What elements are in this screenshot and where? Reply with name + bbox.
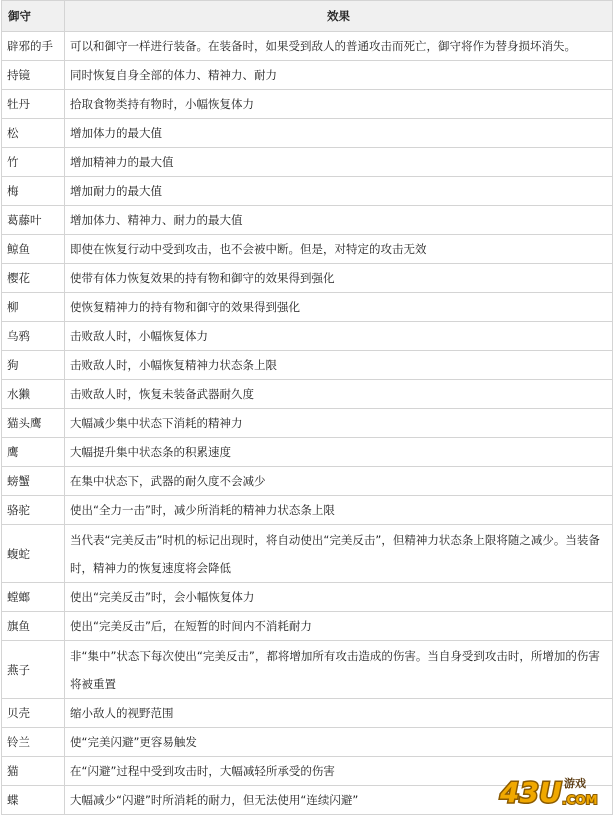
omamori-name: 蝮蛇	[2, 525, 65, 583]
omamori-name: 狗	[2, 351, 65, 380]
omamori-name: 猫头鹰	[2, 409, 65, 438]
omamori-effect: 使出“完美反击”时，会小幅恢复体力	[65, 583, 613, 612]
omamori-name: 松	[2, 119, 65, 148]
omamori-name: 旗鱼	[2, 612, 65, 641]
omamori-name: 乌鸦	[2, 322, 65, 351]
table-row	[2, 264, 613, 293]
omamori-effect: 在“闪避”过程中受到攻击时，大幅减轻所承受的伤害	[65, 757, 613, 786]
omamori-effect: 同时恢复自身全部的体力、精神力、耐力	[65, 61, 613, 90]
omamori-name: 水獭	[2, 380, 65, 409]
omamori-effect: 增加耐力的最大值	[65, 177, 613, 206]
table-row	[2, 351, 613, 380]
table-row	[2, 728, 613, 757]
omamori-effect: 可以和御守一样进行装备。在装备时，如果受到敌人的普通攻击而死亡，御守将作为替身损坏消失。	[65, 32, 613, 61]
omamori-effect: 增加精神力的最大值	[65, 148, 613, 177]
omamori-effect: 使恢复精神力的持有物和御守的效果得到强化	[65, 293, 613, 322]
omamori-name: 樱花	[2, 264, 65, 293]
omamori-name: 牡丹	[2, 90, 65, 119]
omamori-effect: 增加体力的最大值	[65, 119, 613, 148]
omamori-table	[1, 0, 613, 815]
table-row	[2, 119, 613, 148]
omamori-name: 竹	[2, 148, 65, 177]
omamori-name: 铃兰	[2, 728, 65, 757]
table-row	[2, 438, 613, 467]
omamori-name: 葛藤叶	[2, 206, 65, 235]
omamori-effect: 使带有体力恢复效果的持有物和御守的效果得到强化	[65, 264, 613, 293]
omamori-effect: 大幅减少“闪避”时所消耗的耐力，但无法使用“连续闪避”	[65, 786, 613, 815]
omamori-name: 蝶	[2, 786, 65, 815]
omamori-effect: 使出“完美反击”后，在短暂的时间内不消耗耐力	[65, 612, 613, 641]
omamori-effect: 击败敌人时，小幅恢复精神力状态条上限	[65, 351, 613, 380]
table-row	[2, 467, 613, 496]
omamori-effect: 非“集中”状态下每次使出“完美反击”，都将增加所有攻击造成的伤害。当自身受到攻击时，所增加的伤害将被重置	[65, 641, 613, 699]
table-row	[2, 525, 613, 583]
omamori-effect: 大幅提升集中状态条的积累速度	[65, 438, 613, 467]
table-row	[2, 380, 613, 409]
omamori-effect: 缩小敌人的视野范围	[65, 699, 613, 728]
omamori-name: 梅	[2, 177, 65, 206]
omamori-effect: 当代表“完美反击”时机的标记出现时，将自动使出“完美反击”，但精神力状态条上限将随之减少。当装备时，精神力的恢复速度将会降低	[65, 525, 613, 583]
table-row	[2, 235, 613, 264]
omamori-effect: 增加体力、精神力、耐力的最大值	[65, 206, 613, 235]
omamori-effect: 即使在恢复行动中受到攻击，也不会被中断。但是，对特定的攻击无效	[65, 235, 613, 264]
table-row	[2, 90, 613, 119]
table-row	[2, 583, 613, 612]
logo-small-text: 游戏	[564, 777, 586, 790]
omamori-effect: 拾取食物类持有物时，小幅恢复体力	[65, 90, 613, 119]
omamori-name: 鲸鱼	[2, 235, 65, 264]
table-row	[2, 496, 613, 525]
table-row	[2, 757, 613, 786]
omamori-effect: 击败敌人时，恢复未装备武器耐久度	[65, 380, 613, 409]
omamori-name: 辟邪的手	[2, 32, 65, 61]
table-row	[2, 612, 613, 641]
omamori-name: 螃蟹	[2, 467, 65, 496]
omamori-name: 螳螂	[2, 583, 65, 612]
omamori-name: 柳	[2, 293, 65, 322]
omamori-effect: 使“完美闪避”更容易触发	[65, 728, 613, 757]
table-row	[2, 786, 613, 815]
table-row	[2, 61, 613, 90]
omamori-effect: 使出“全力一击”时，减少所消耗的精神力状态条上限	[65, 496, 613, 525]
table-header-row	[2, 1, 613, 32]
omamori-effect: 在集中状态下，武器的耐久度不会减少	[65, 467, 613, 496]
omamori-name: 鹰	[2, 438, 65, 467]
omamori-effect: 击败敌人时，小幅恢复体力	[65, 322, 613, 351]
header-omamori: 御守	[2, 1, 65, 32]
omamori-name: 贝壳	[2, 699, 65, 728]
logo-text: 43U	[500, 776, 562, 808]
omamori-name: 猫	[2, 757, 65, 786]
logo-domain-text: .COM	[562, 793, 598, 807]
omamori-name: 持镜	[2, 61, 65, 90]
table-row	[2, 177, 613, 206]
table-row	[2, 293, 613, 322]
table-row	[2, 699, 613, 728]
table-row	[2, 206, 613, 235]
omamori-effect: 大幅减少集中状态下消耗的精神力	[65, 409, 613, 438]
header-effect: 效果	[65, 1, 613, 32]
table-row	[2, 32, 613, 61]
table-row	[2, 641, 613, 699]
omamori-name: 骆驼	[2, 496, 65, 525]
omamori-name: 燕子	[2, 641, 65, 699]
table-row	[2, 148, 613, 177]
table-row	[2, 322, 613, 351]
table-row	[2, 409, 613, 438]
